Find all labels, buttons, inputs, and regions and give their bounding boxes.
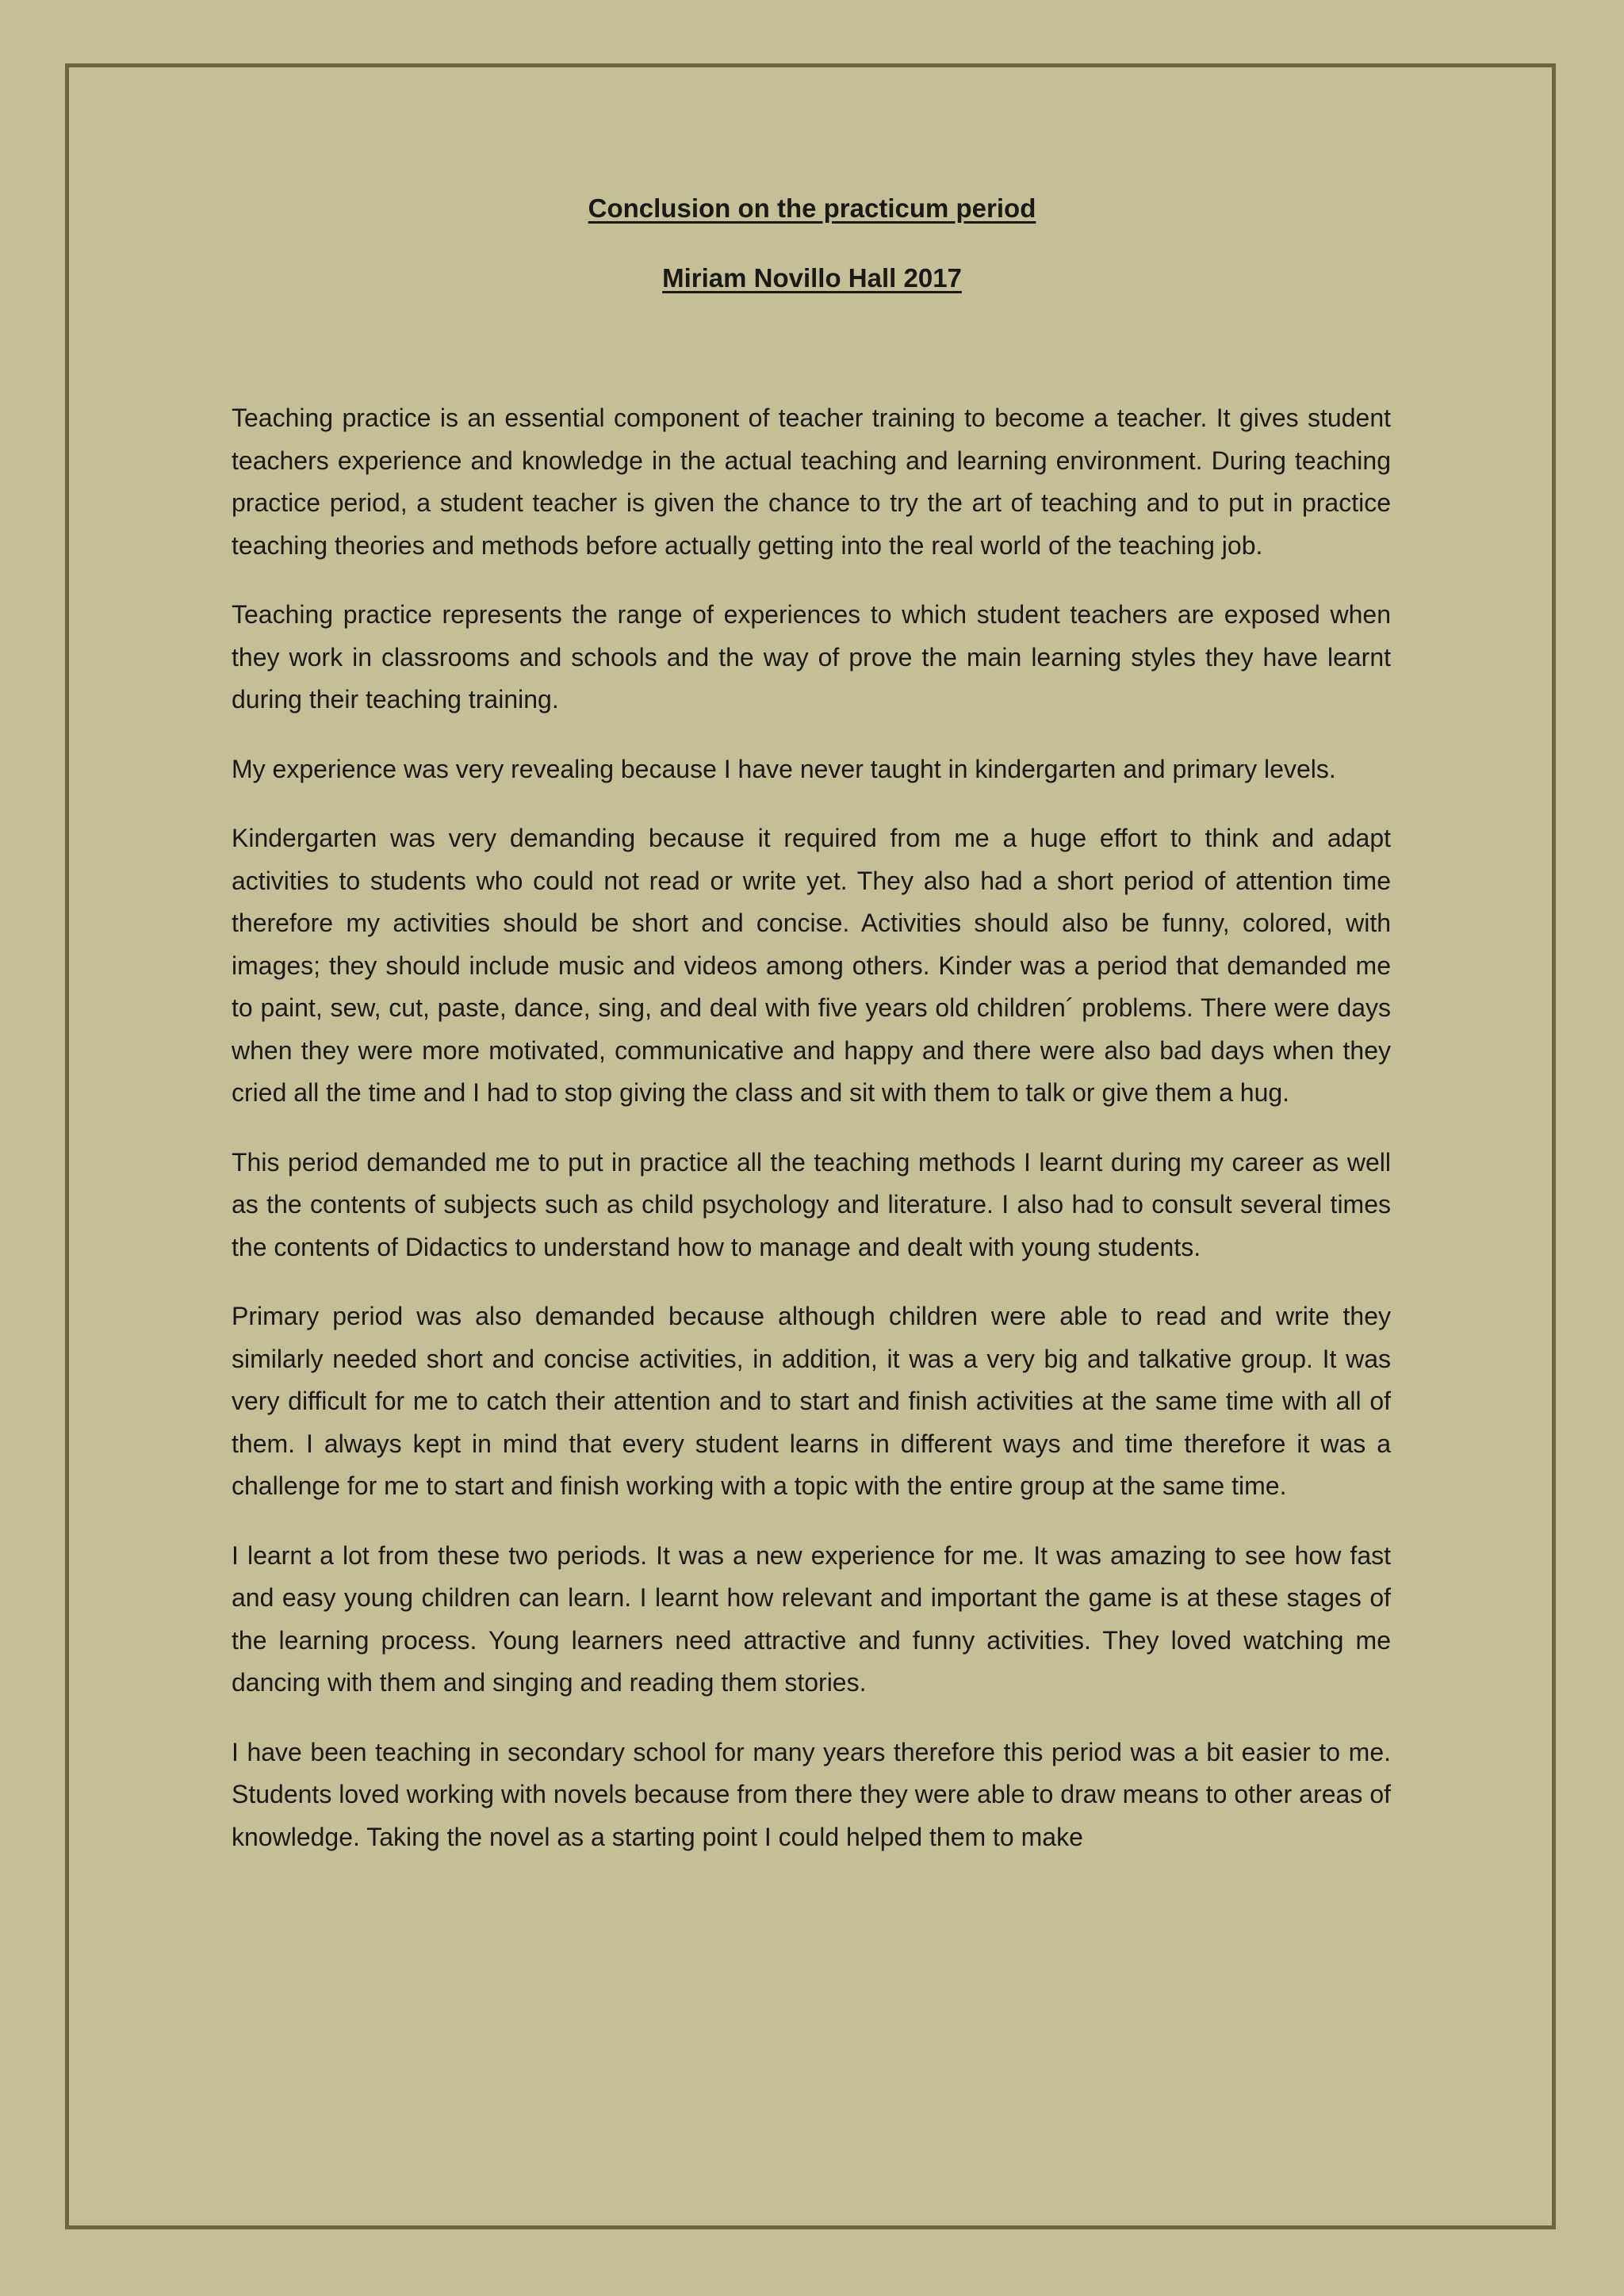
- paragraph: My experience was very revealing because I have never taught in kindergarten and primary levels.: [232, 754, 1336, 783]
- paragraph: I learnt a lot from these two periods. It was a new experience for me. It was amazing to see how fast and easy young children can learn. I learnt how relevant and important the game is at these stages of the learning process. Young learners need attractive and funny activities. They loved watching me dancing with them and singing and reading them stories.: [232, 1540, 1391, 1697]
- paragraph: Teaching practice is an essential component of teacher training to become a teacher. It gives student teachers experience and knowledge in the actual teaching and learning environment. During teaching practice period, a student teacher is given the chance to try the art of teaching and to put in practice teaching theories and methods before actually getting into the real world of the teaching job.: [232, 404, 1391, 560]
- paragraph: Teaching practice represents the range of experiences to which student teachers are exposed when they work in classrooms and schools and the way of prove the main learning styles they have learnt during their teaching training.: [232, 600, 1391, 714]
- paragraph: Primary period was also demanded because although children were able to read and write they similarly needed short and concise activities, in addition, it was a very big and talkative group. It was very difficult for me to catch their attention and to start and finish activities at the same time with all of them. I always kept in mind that every student learns in different ways and time therefore it was a challenge for me to start and finish working with a topic with the entire group at the same time.: [232, 1302, 1391, 1500]
- document-body: [232, 397, 1391, 1885]
- paragraph: I have been teaching in secondary school for many years therefore this period was a bit easier to me. Students loved working with novels because from there they were able to draw means to other areas of knowledge. Taking the novel as a starting point I could helped them to make: [232, 1737, 1391, 1851]
- paragraph: Kindergarten was very demanding because it required from me a huge effort to think and adapt activities to students who could not read or write yet. They also had a short period of attention time therefore my activities should be short and concise. Activities should also be funny, colored, with images; they should include music and videos among others. Kinder was a period that demanded me to paint, sew, cut, paste, dance, sing, and deal with five years old children´ problems. There were days when they were more motivated, communicative and happy and there were also bad days when they cried all the time and I had to stop giving the class and sit with them to talk or give them a hug.: [232, 824, 1391, 1107]
- paragraph: This period demanded me to put in practice all the teaching methods I learnt during my career as well as the contents of subjects such as child psychology and literature. I also had to consult several times the contents of Didactics to understand how to manage and dealt with young students.: [232, 1147, 1391, 1261]
- document-title: Conclusion on the practicum period: [588, 193, 1036, 223]
- author-line: Miriam Novillo Hall 2017: [662, 263, 962, 293]
